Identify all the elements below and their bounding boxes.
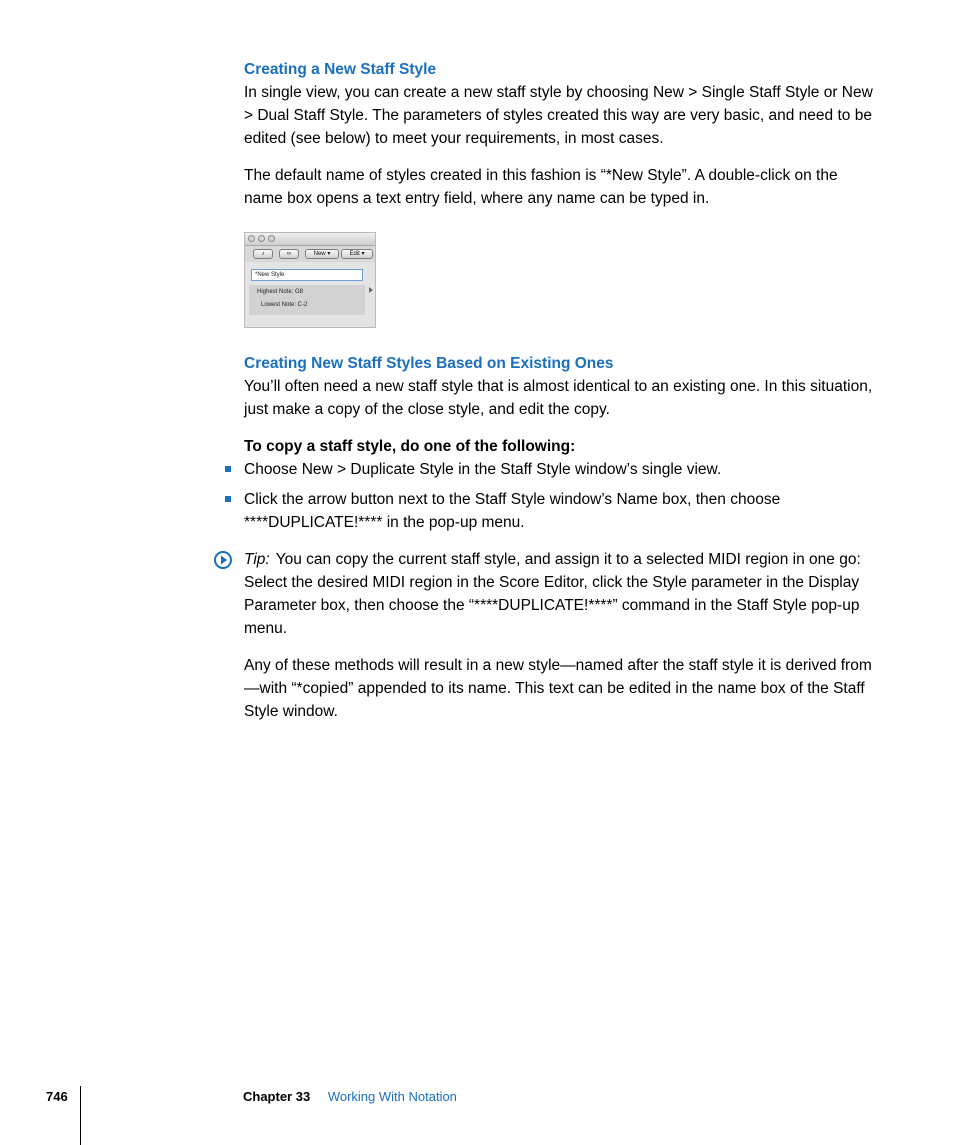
staff-style-window-screenshot <box>244 232 376 328</box>
paragraph: The default name of styles created in this fashion is “*New Style”. A double-click on the name box opens a text entry field, where any name can be typed in. <box>244 167 838 207</box>
link-icon: ∞ <box>279 249 299 259</box>
page-number: 746 <box>46 1089 68 1104</box>
running-footer <box>243 1089 457 1104</box>
minimize-window-icon <box>258 235 265 242</box>
style-name-box: *New Style <box>251 269 363 281</box>
chapter-title: Working With Notation <box>327 1089 457 1104</box>
lowest-note-label: Lowest Note: C-2 <box>261 302 308 308</box>
edit-menu-button: Edit ▾ <box>341 249 373 259</box>
close-window-icon <box>248 235 255 242</box>
zoom-window-icon <box>268 235 275 242</box>
footer-divider <box>80 1086 81 1145</box>
bullet-list <box>244 458 874 534</box>
note-range-panel <box>249 285 365 315</box>
paragraph: You’ll often need a new staff style that is almost identical to an existing one. In this situation, just make a copy of the close style, and edit the copy. <box>244 378 873 418</box>
tip-arrow-icon <box>214 551 232 569</box>
note-tool-icon: ♪ <box>253 249 273 259</box>
list-item: Choose New > Duplicate Style in the Staff Style window’s single view. <box>244 458 874 481</box>
tip-paragraph <box>244 548 874 640</box>
highest-note-label: Highest Note: G8 <box>257 289 304 295</box>
new-menu-button: New ▾ <box>305 249 339 259</box>
section-heading-new-staff-style: Creating a New Staff Style <box>244 61 437 78</box>
window-toolbar <box>245 246 375 262</box>
section-heading-existing-styles: Creating New Staff Styles Based on Existing Ones <box>244 355 614 372</box>
page-content <box>244 58 874 737</box>
paragraph: Any of these methods will result in a new style—named after the staff style it is derived from—with “*copied” appended to its name. This text can be edited in the name box of the Staff Style window. <box>244 657 872 720</box>
bullet-icon <box>225 496 231 502</box>
task-lead: To copy a staff style, do one of the following: <box>244 438 576 455</box>
paragraph: In single view, you can create a new staff style by choosing New > Single Staff Style or New > Dual Staff Style. The parameters of styles created this way are very basic, and need to be edited (see below) to meet your requirements, in most cases. <box>244 84 873 147</box>
chapter-label: Chapter 33 <box>243 1089 311 1104</box>
list-item: Click the arrow button next to the Staff Style window’s Name box, then choose ****DUPLICATE!**** in the pop-up menu. <box>244 488 874 534</box>
popup-arrow-icon <box>369 287 373 293</box>
window-titlebar <box>245 233 375 246</box>
tip-label: Tip: <box>244 551 270 568</box>
tip-text: You can copy the current staff style, and assign it to a selected MIDI region in one go: Select the desired MIDI region in the Score Editor, click the Style parameter in the Display Parameter box, then choose the “****DUPLICATE!****” command in the Staff Style pop-up menu. <box>244 551 861 637</box>
bullet-icon <box>225 466 231 472</box>
